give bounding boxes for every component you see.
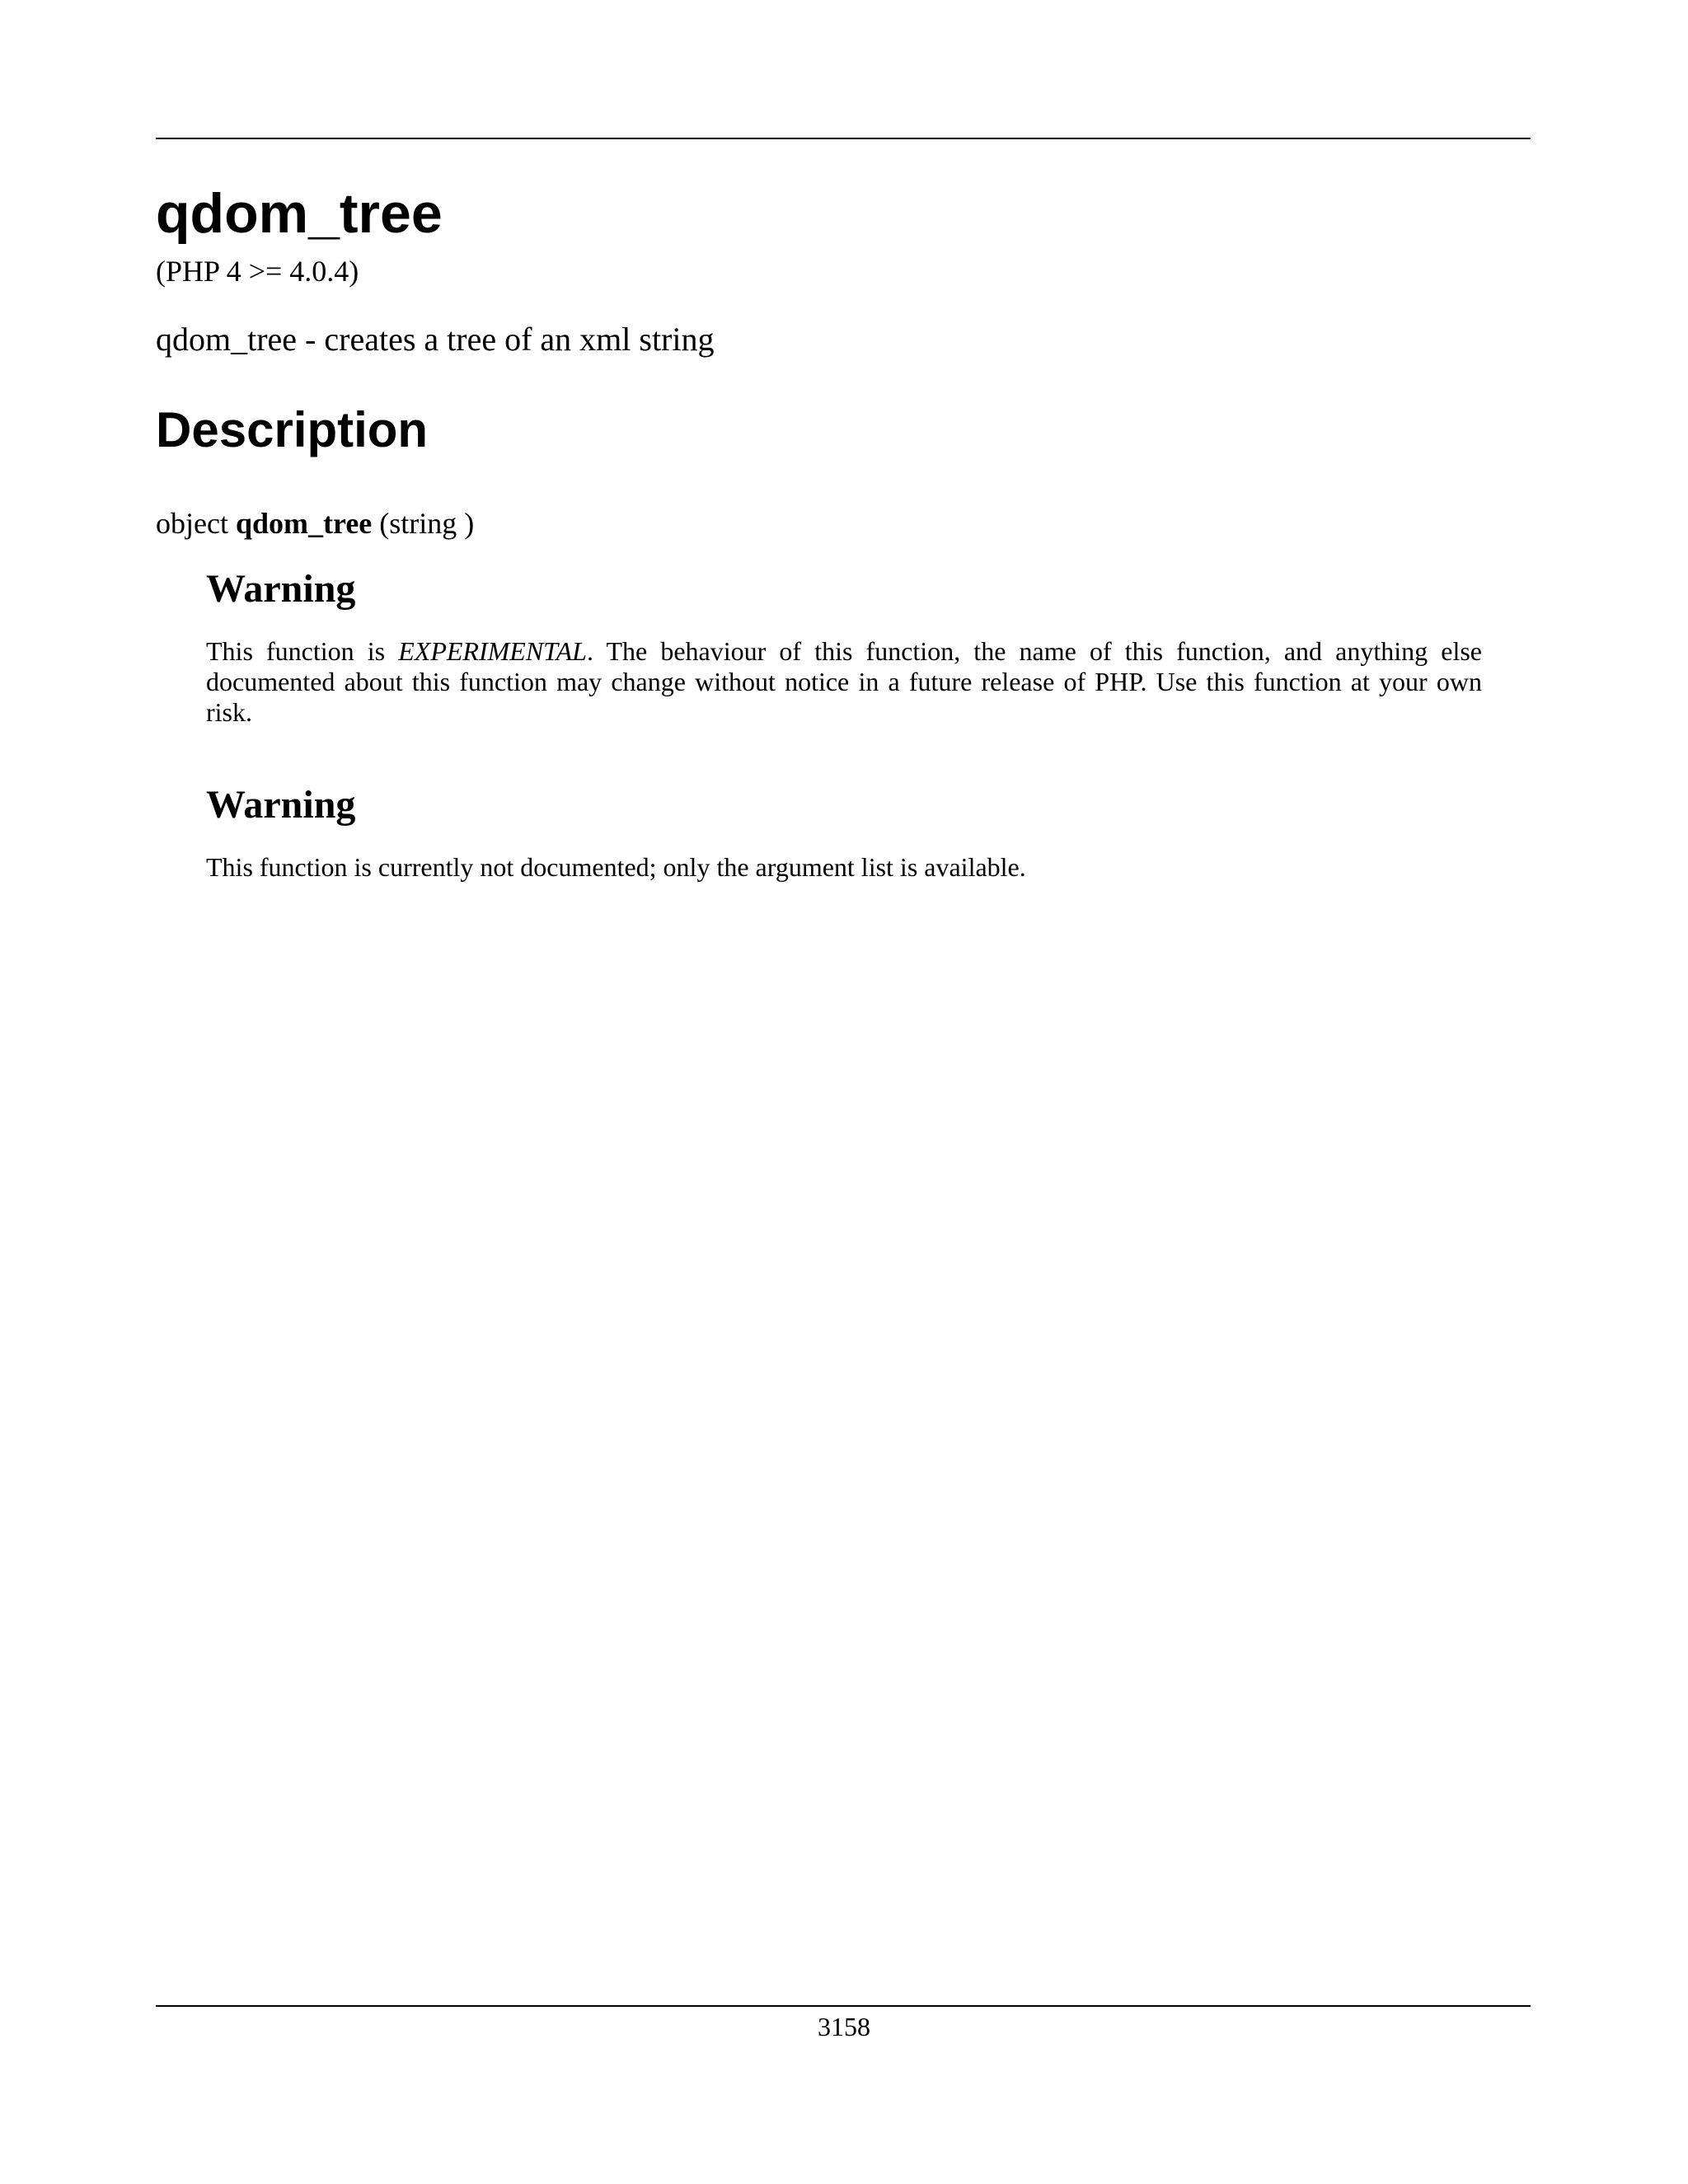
page-title: qdom_tree bbox=[156, 182, 443, 245]
warning-title: Warning bbox=[206, 567, 356, 611]
warning-emphasis: EXPERIMENTAL bbox=[398, 635, 587, 666]
warning-title: Warning bbox=[206, 783, 356, 827]
warning-text-start: This function is bbox=[206, 635, 399, 666]
warning-text-end: . The behaviour of this function, the name of this function, and anything else documented about this function may change without notice in a future release of PHP. Use this function at your own risk. bbox=[206, 635, 1483, 727]
function-purpose: qdom_tree - creates a tree of an xml string bbox=[156, 321, 715, 358]
footer-rule bbox=[156, 2005, 1531, 2007]
warning-undocumented bbox=[206, 781, 1482, 883]
php-version: (PHP 4 >= 4.0.4) bbox=[156, 255, 359, 288]
section-heading-description: Description bbox=[156, 402, 429, 457]
warning-text: This function is currently not documented; only the argument list is available. bbox=[206, 851, 1026, 882]
warning-text bbox=[206, 636, 1482, 728]
function-synopsis bbox=[156, 508, 474, 541]
header-rule bbox=[156, 138, 1531, 139]
function-name: qdom_tree bbox=[235, 507, 373, 540]
function-params: (string ) bbox=[379, 507, 475, 540]
warning-experimental bbox=[206, 565, 1482, 728]
page-number: 3158 bbox=[818, 2012, 870, 2041]
return-type: object bbox=[156, 507, 228, 540]
